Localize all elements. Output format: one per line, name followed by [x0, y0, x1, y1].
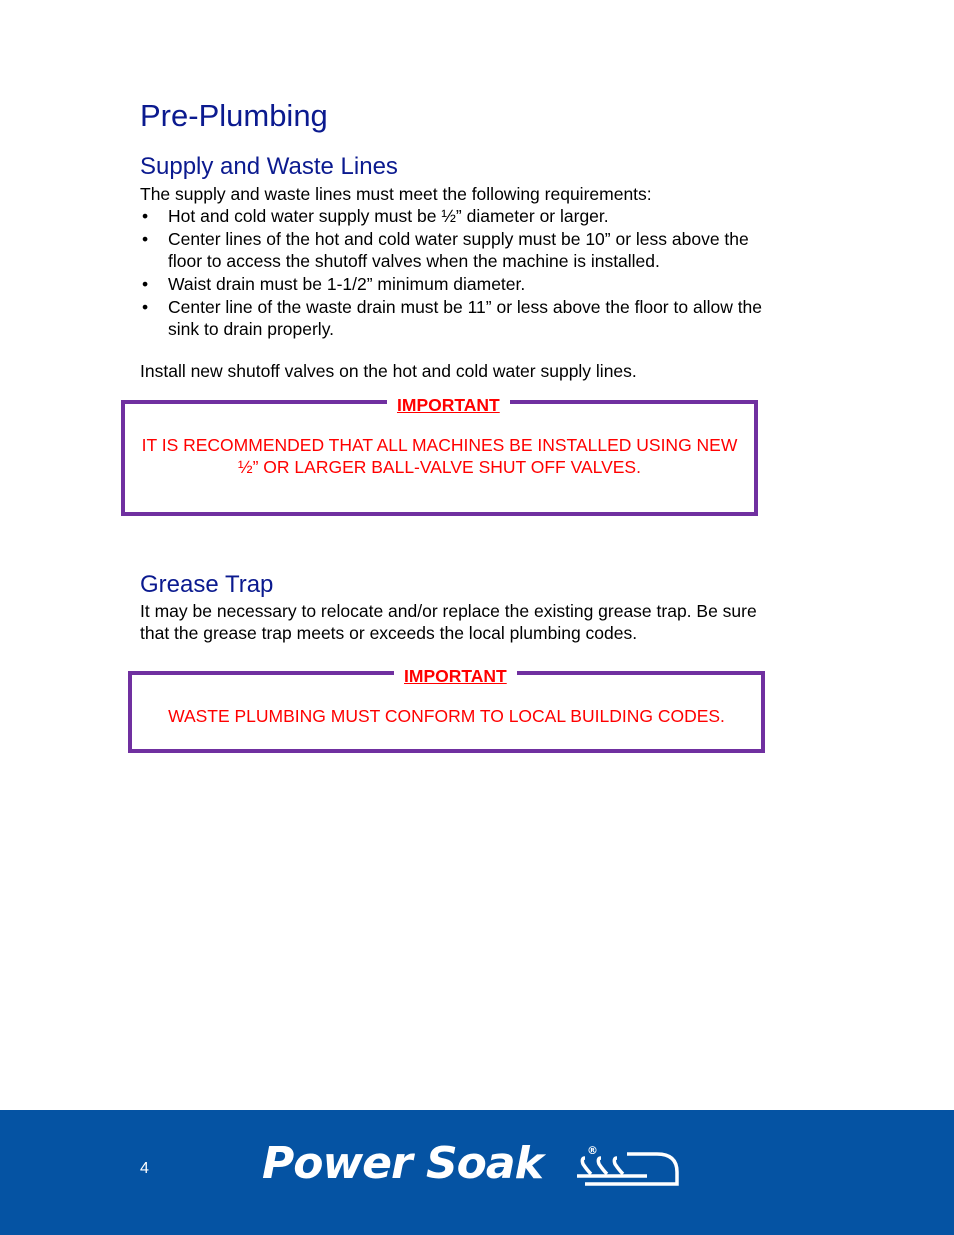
power-soak-logo [262, 1138, 682, 1190]
install-note: Install new shutoff valves on the hot and cold water supply lines. [140, 361, 637, 381]
important-text-valves: IT IS RECOMMENDED THAT ALL MACHINES BE INSTALLED USING NEW ½” OR LARGER BALL-VALVE SHUT OFF VALVES. [141, 435, 738, 477]
grease-trap-heading: Grease Trap [140, 571, 274, 598]
list-item: • Hot and cold water supply must be ½” diameter or larger. [142, 206, 609, 226]
grease-trap-text: It may be necessary to relocate and/or replace the existing grease trap. Be sure that the grease trap meets or exceeds the local plumbing codes. [140, 601, 757, 643]
registered-mark: ® [587, 1144, 598, 1157]
supply-waste-heading: Supply and Waste Lines [140, 153, 398, 180]
bullet-icon: • [142, 297, 149, 317]
bullet-icon: • [142, 206, 149, 226]
requirements-list [140, 205, 780, 341]
page-title: Pre-Plumbing [140, 98, 328, 133]
important-box-valves [121, 395, 758, 516]
logo-wordmark: Power Soak [262, 1138, 543, 1189]
page-number: 4 [140, 1160, 149, 1177]
list-item: • Center line of the waste drain must be 11” or less above the floor to allow the sink to drain properly. [142, 297, 763, 339]
important-label: IMPORTANT [394, 665, 517, 687]
list-item: • Waist drain must be 1-1/2” minimum diameter. [142, 274, 526, 294]
important-box-codes [128, 666, 765, 753]
sink-logo-icon [577, 1144, 687, 1188]
supply-intro: The supply and waste lines must meet the following requirements: [140, 184, 652, 204]
important-label: IMPORTANT [387, 394, 510, 416]
bullet-icon: • [142, 274, 149, 294]
bullet-icon: • [142, 229, 149, 249]
footer-bar [0, 1110, 954, 1235]
important-text-codes: WASTE PLUMBING MUST CONFORM TO LOCAL BUILDING CODES. [168, 706, 725, 726]
list-item: • Center lines of the hot and cold water supply must be 10” or less above the floor to access the shutoff valves when the machine is installed. [142, 229, 749, 271]
